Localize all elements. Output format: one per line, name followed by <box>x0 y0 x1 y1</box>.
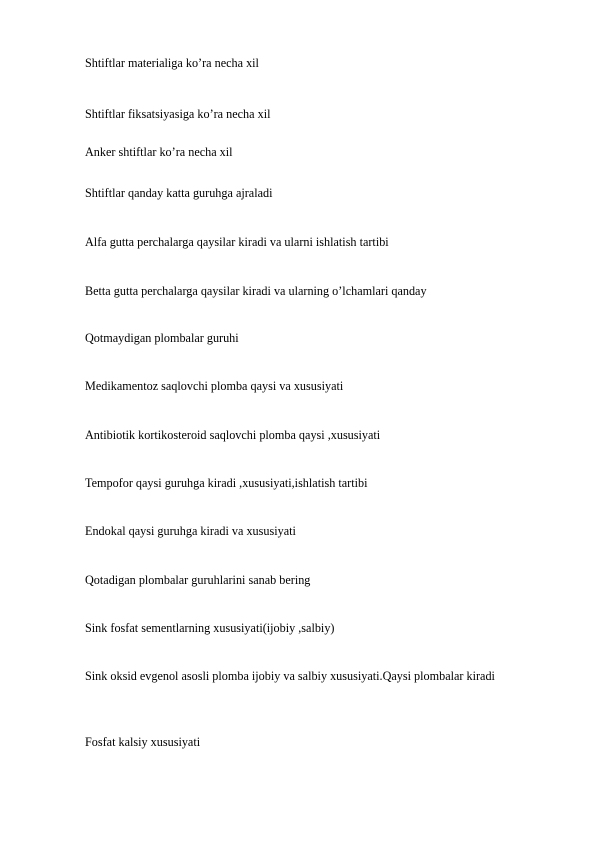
question-2: Shtiftlar fiksatsiyasiga ko’ra necha xil <box>85 107 271 121</box>
question-15: Fosfat kalsiy xususiyati <box>85 735 201 749</box>
question-3: Anker shtiftlar ko’ra necha xil <box>85 145 233 159</box>
question-1: Shtiftlar materialiga ko’ra necha xil <box>85 56 259 70</box>
question-12: Qotadigan plombalar guruhlarini sanab bering <box>85 573 311 587</box>
question-11: Endokal qaysi guruhga kiradi va xususiyati <box>85 524 296 538</box>
question-8: Medikamentoz saqlovchi plomba qaysi va xususiyati <box>85 379 344 393</box>
question-14: Sink oksid evgenol asosli plomba ijobiy va salbiy xususiyati.Qaysi plombalar kiradi <box>85 669 495 683</box>
question-6: Betta gutta perchalarga qaysilar kiradi va ularning o’lchamlari qanday <box>85 284 427 298</box>
question-7: Qotmaydigan plombalar guruhi <box>85 331 239 345</box>
question-9: Antibiotik kortikosteroid saqlovchi plomba qaysi ,xususiyati <box>85 428 381 442</box>
question-4: Shtiftlar qanday katta guruhga ajraladi <box>85 186 273 200</box>
question-5: Alfa gutta perchalarga qaysilar kiradi va ularni ishlatish tartibi <box>85 235 389 249</box>
question-13: Sink fosfat sementlarning xususiyati(ijobiy ,salbiy) <box>85 621 335 635</box>
question-10: Tempofor qaysi guruhga kiradi ,xususiyati,ishlatish tartibi <box>85 476 368 490</box>
